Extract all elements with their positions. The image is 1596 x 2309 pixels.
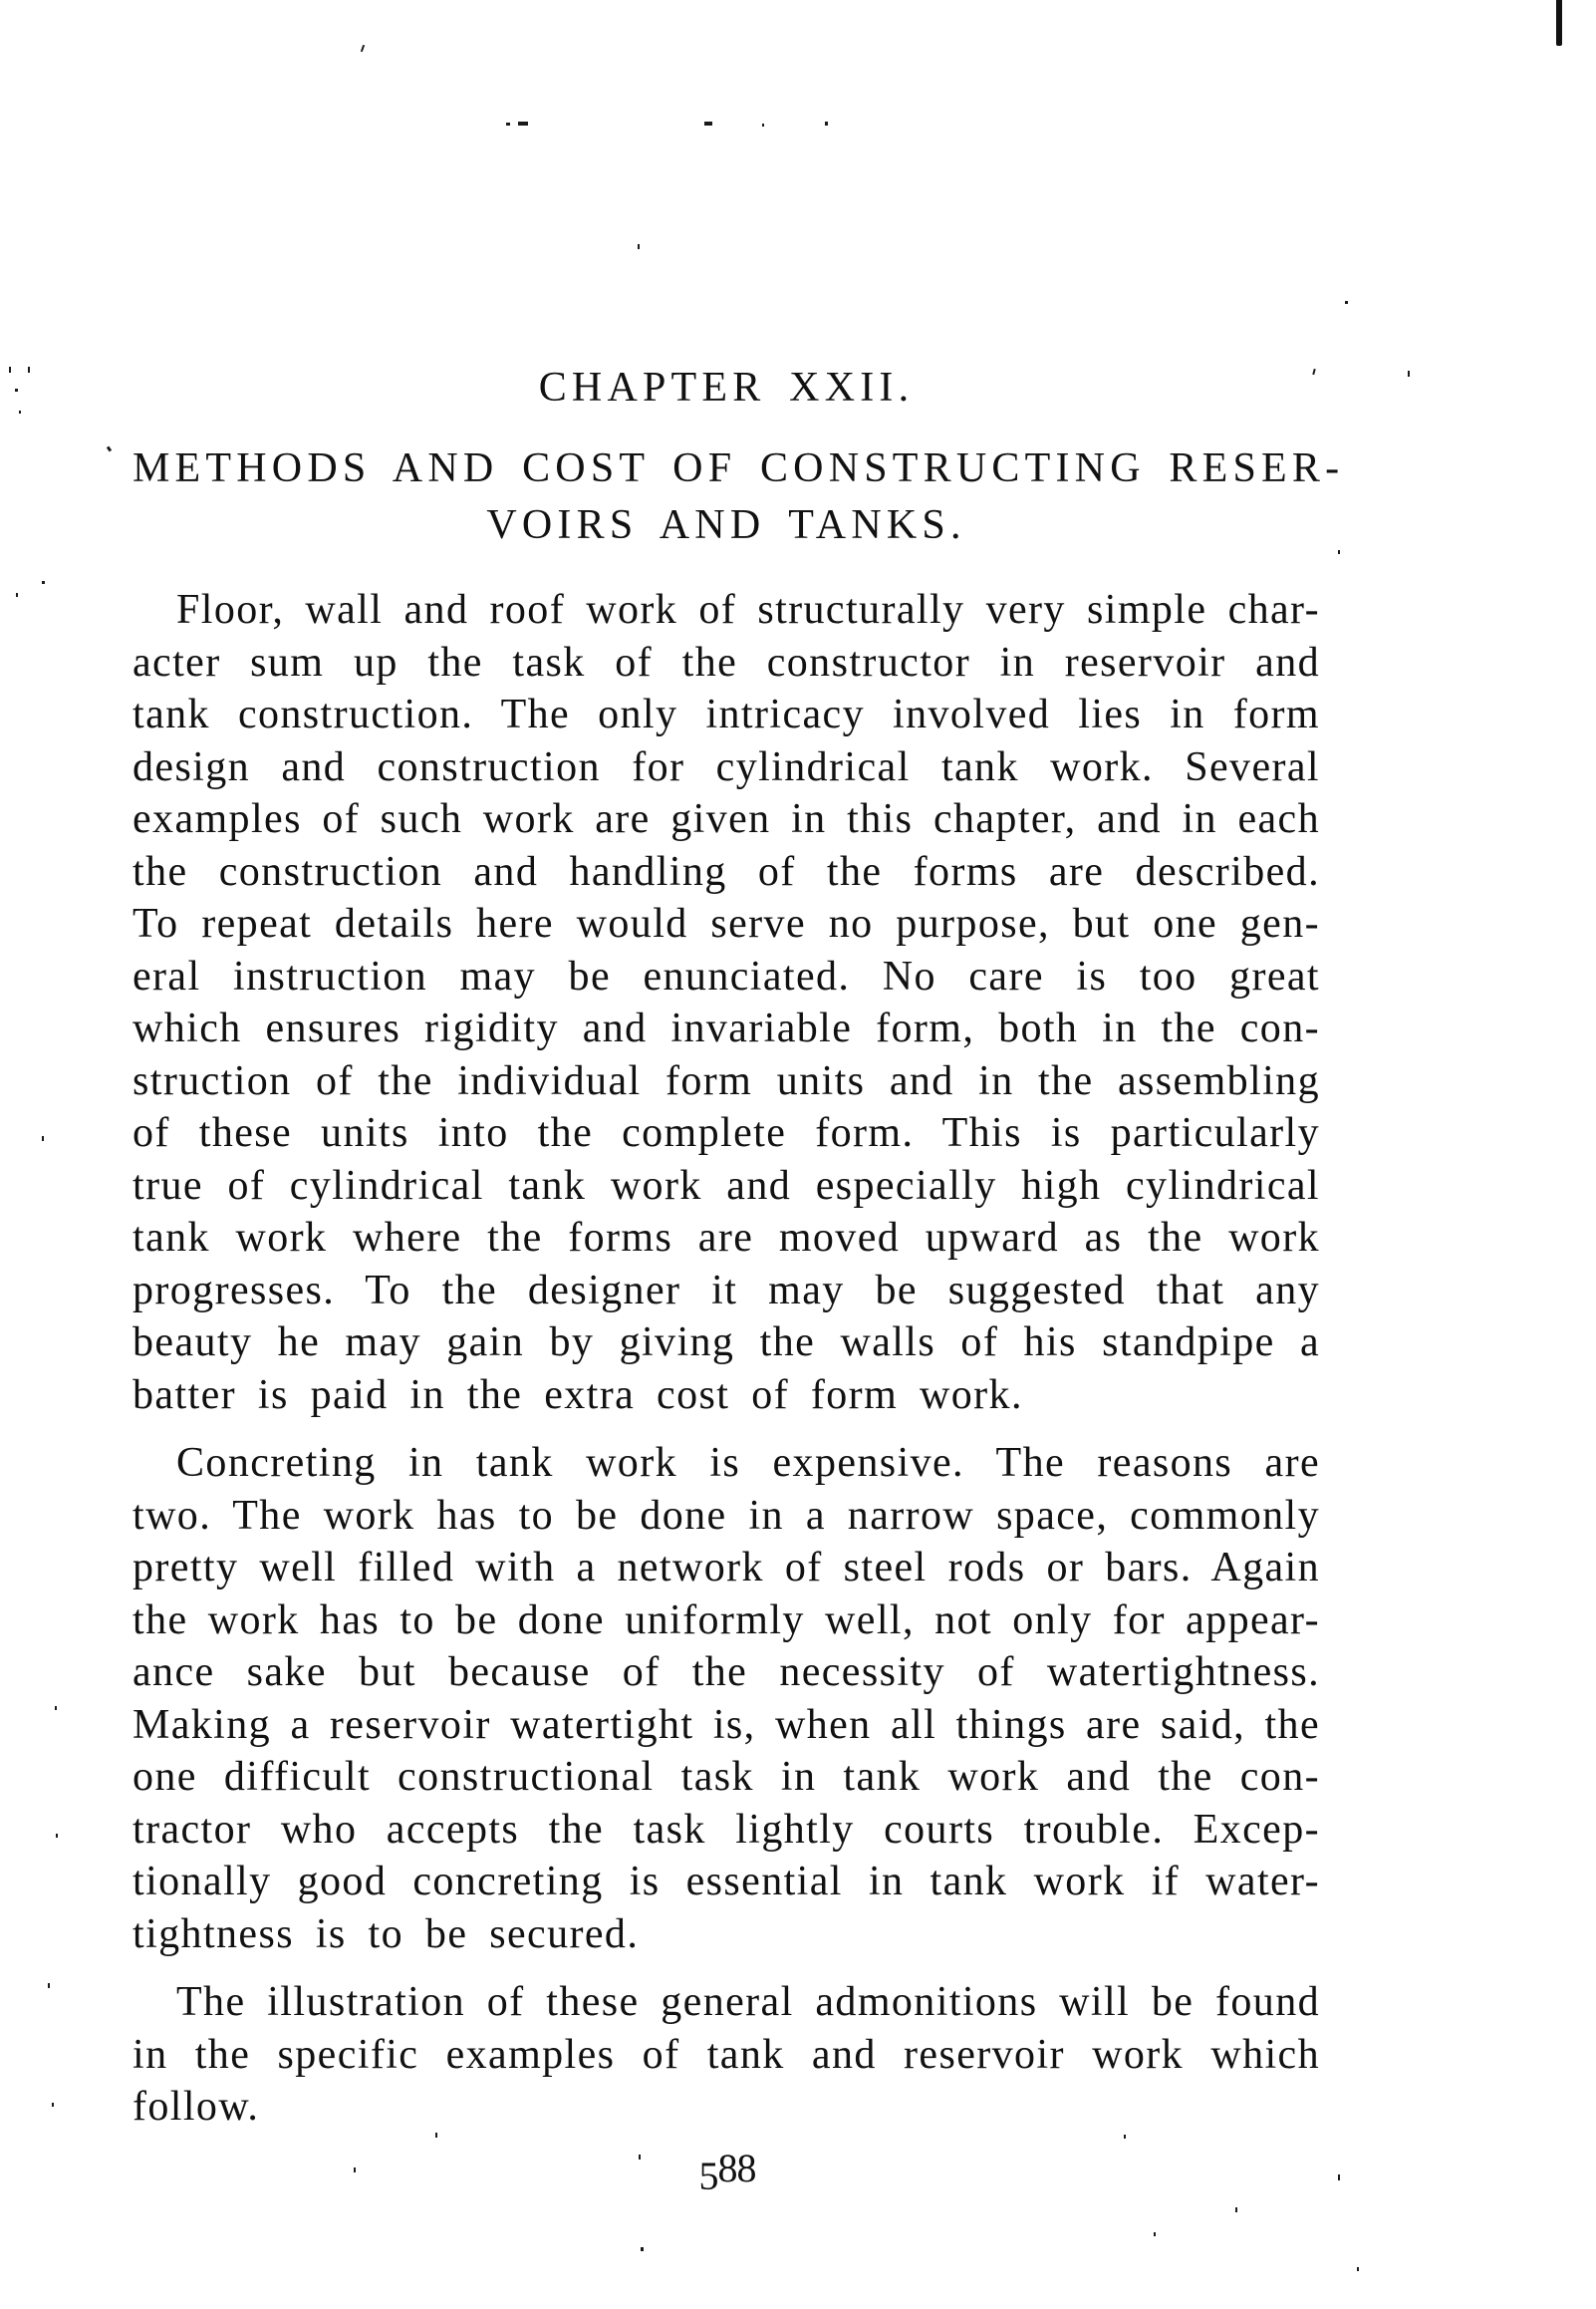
scan-speck [55,1706,57,1710]
scan-speck [15,389,18,392]
scan-speck [42,581,45,584]
text-line: one difficult constructional task in tank work and the con- [133,1754,1320,1800]
scan-speck [107,446,112,452]
scan-speck [28,367,30,373]
text-line: which ensures rigidity and invariable form, both in the con- [133,1006,1320,1051]
scan-speck [1345,301,1348,304]
scan-speck [48,1983,50,1988]
scan-speck [1338,2174,1340,2180]
scan-speck [1357,2267,1359,2271]
scan-speck [42,1136,44,1141]
scan-speck [435,2133,437,2138]
text-line: eral instruction may be enunciated. No care is too great [133,953,1320,1000]
scan-speck [641,2247,644,2251]
scan-speck [354,2167,356,2172]
scan-speck [762,124,764,127]
text-line: tractor who accepts the task lightly courts trouble. Excep- [133,1806,1320,1853]
scan-speck [1124,2135,1126,2139]
text-line: design and construction for cylindrical tank work. Several [133,743,1320,790]
scan-speck [518,122,528,126]
paragraph [133,584,1320,1421]
scan-speck [704,122,712,126]
text-line: To repeat details here would serve no purpose, but one gen- [133,901,1320,947]
text-line: batter is paid in the extra cost of form work. [133,1371,1023,1418]
text-line: beauty he may gain by giving the walls of his standpipe a [133,1319,1320,1365]
chapter-title-line: METHODS AND COST OF CONSTRUCTING RESER- [133,445,1345,491]
scan-speck [1338,550,1340,554]
page-number-digit: 5 [698,2154,718,2198]
text-line: ance sake but because of the necessity of watertightness. [133,1649,1320,1695]
chapter-title-line: VOIRS AND TANKS. [486,502,966,548]
scan-speck [52,2103,54,2107]
text-line: struction of the individual form units and in the assembling [133,1057,1320,1104]
text-line: two. The work has to be done in a narrow space, commonly [133,1492,1320,1539]
text-line: tionally good concreting is essential in tank work if water- [133,1859,1320,1904]
scan-speck [9,367,11,373]
text-line: tank work where the forms are moved upward as the work [133,1215,1320,1261]
paragraph [133,1437,1320,1960]
text-line: true of cylindrical tank work and especially high cylindrical [133,1162,1320,1209]
text-line: tank construction. The only intricacy involved lies in form [133,692,1320,737]
scan-speck [361,45,365,52]
chapter-title [133,440,1345,554]
page-number-digit: 88 [717,2146,756,2190]
page-number [677,2143,777,2198]
text-line: the work has to be done uniformly well, not only for appear- [133,1596,1320,1643]
scan-speck [1235,2207,1237,2212]
text-line: acter sum up the task of the constructor in reservoir and [133,639,1320,686]
chapter-label: CHAPTER XXII. [538,365,915,411]
scan-edge-mark [1556,0,1562,46]
scan-speck [56,1834,58,1838]
text-line: of these units into the complete form. This is particularly [133,1110,1320,1156]
text-line: The illustration of these general admonitions will be found [176,1979,1320,2025]
text-line: progresses. To the designer it may be suggested that any [133,1267,1320,1313]
text-line: the construction and handling of the forms are described. [133,848,1320,895]
scan-speck [1408,371,1410,377]
text-line: in the specific examples of tank and reservoir work which [133,2031,1320,2078]
paragraph [133,1976,1320,2134]
text-line: Concreting in tank work is expensive. The reasons are [176,1440,1320,1486]
text-line: Floor, wall and roof work of structurally very simple char- [176,587,1320,633]
scan-speck [825,122,828,126]
scan-speck [506,123,510,126]
scan-speck [1154,2232,1156,2236]
scan-speck [638,244,640,249]
text-line: examples of such work are given in this chapter, and in each [133,796,1320,842]
scan-speck [16,593,18,597]
text-line: tightness is to be secured. [133,1910,640,1957]
text-line: Making a reservoir watertight is, when all things are said, the [133,1701,1320,1748]
scan-speck [19,411,21,414]
text-line: pretty well filled with a network of steel rods or bars. Again [133,1545,1320,1590]
scan-speck [639,2155,641,2160]
text-line: follow. [133,2084,260,2130]
